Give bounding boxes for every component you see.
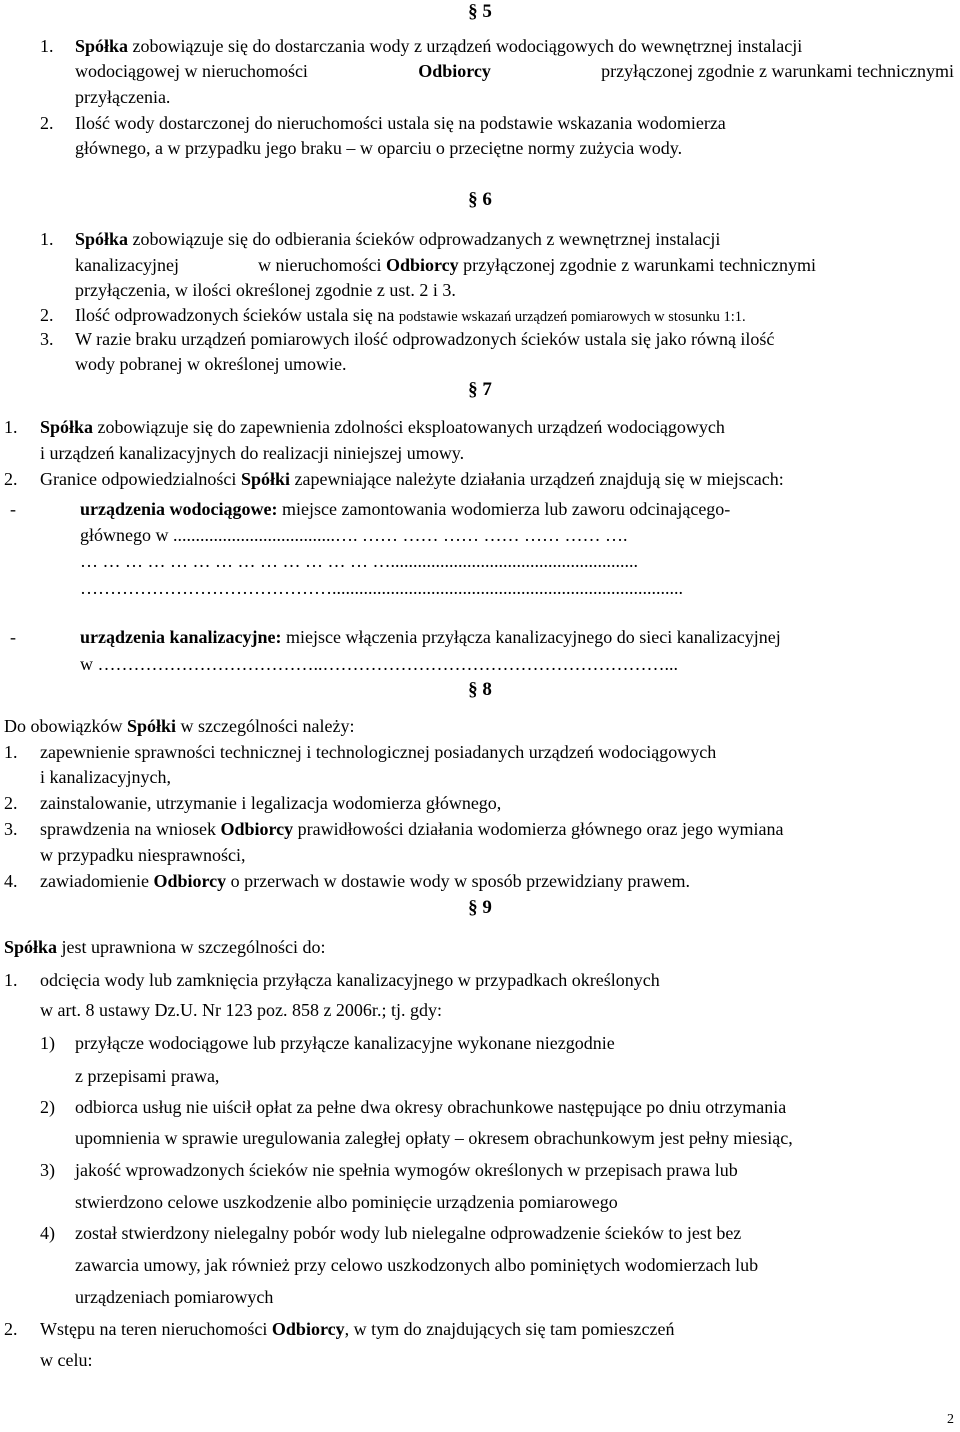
list-number: 1. bbox=[4, 742, 18, 762]
list-number: 1. bbox=[4, 970, 18, 990]
list-number: 2. bbox=[40, 113, 54, 133]
bold-term: Spółka bbox=[75, 36, 129, 56]
list-number: 3. bbox=[4, 819, 18, 839]
section-6-heading: § 6 bbox=[468, 189, 492, 210]
section-5-heading: § 5 bbox=[468, 1, 492, 22]
bold-term: urządzenia wodociągowe: bbox=[80, 499, 278, 519]
list-number: 4) bbox=[40, 1223, 55, 1243]
bold-term: urządzenia kanalizacyjne: bbox=[80, 627, 282, 647]
bold-term: Spółka bbox=[40, 417, 94, 437]
dash-bullet: - bbox=[10, 627, 16, 647]
list-number: 2. bbox=[40, 305, 54, 325]
list-number: 1. bbox=[40, 36, 54, 56]
bold-term: Spółki bbox=[240, 469, 290, 489]
list-number: 3. bbox=[40, 329, 54, 349]
page-number: 2 bbox=[947, 1412, 954, 1427]
list-number: 2. bbox=[4, 793, 18, 813]
list-number: 1) bbox=[40, 1033, 55, 1053]
bold-term: Odbiorcy bbox=[385, 255, 459, 275]
section-7-heading: § 7 bbox=[468, 379, 492, 400]
list-number: 2. bbox=[4, 1319, 18, 1339]
bold-term: Spółki bbox=[126, 716, 177, 736]
bold-term: Odbiorcy bbox=[271, 1319, 345, 1339]
list-number: 4. bbox=[4, 871, 18, 891]
bold-term: Odbiorcy bbox=[153, 871, 227, 891]
section-8-heading: § 8 bbox=[468, 679, 492, 700]
bold-term: Odbiorcy bbox=[220, 819, 294, 839]
list-number: 1. bbox=[4, 417, 18, 437]
list-number: 2) bbox=[40, 1097, 55, 1117]
list-number: 1. bbox=[40, 229, 54, 249]
section-9-heading: § 9 bbox=[468, 897, 492, 918]
bold-term: Spółka bbox=[4, 937, 58, 957]
bold-term: Odbiorcy bbox=[418, 61, 491, 81]
list-number: 2. bbox=[4, 469, 18, 489]
list-number: 3) bbox=[40, 1160, 55, 1180]
dash-bullet: - bbox=[10, 499, 16, 519]
bold-term: Spółka bbox=[75, 229, 129, 249]
